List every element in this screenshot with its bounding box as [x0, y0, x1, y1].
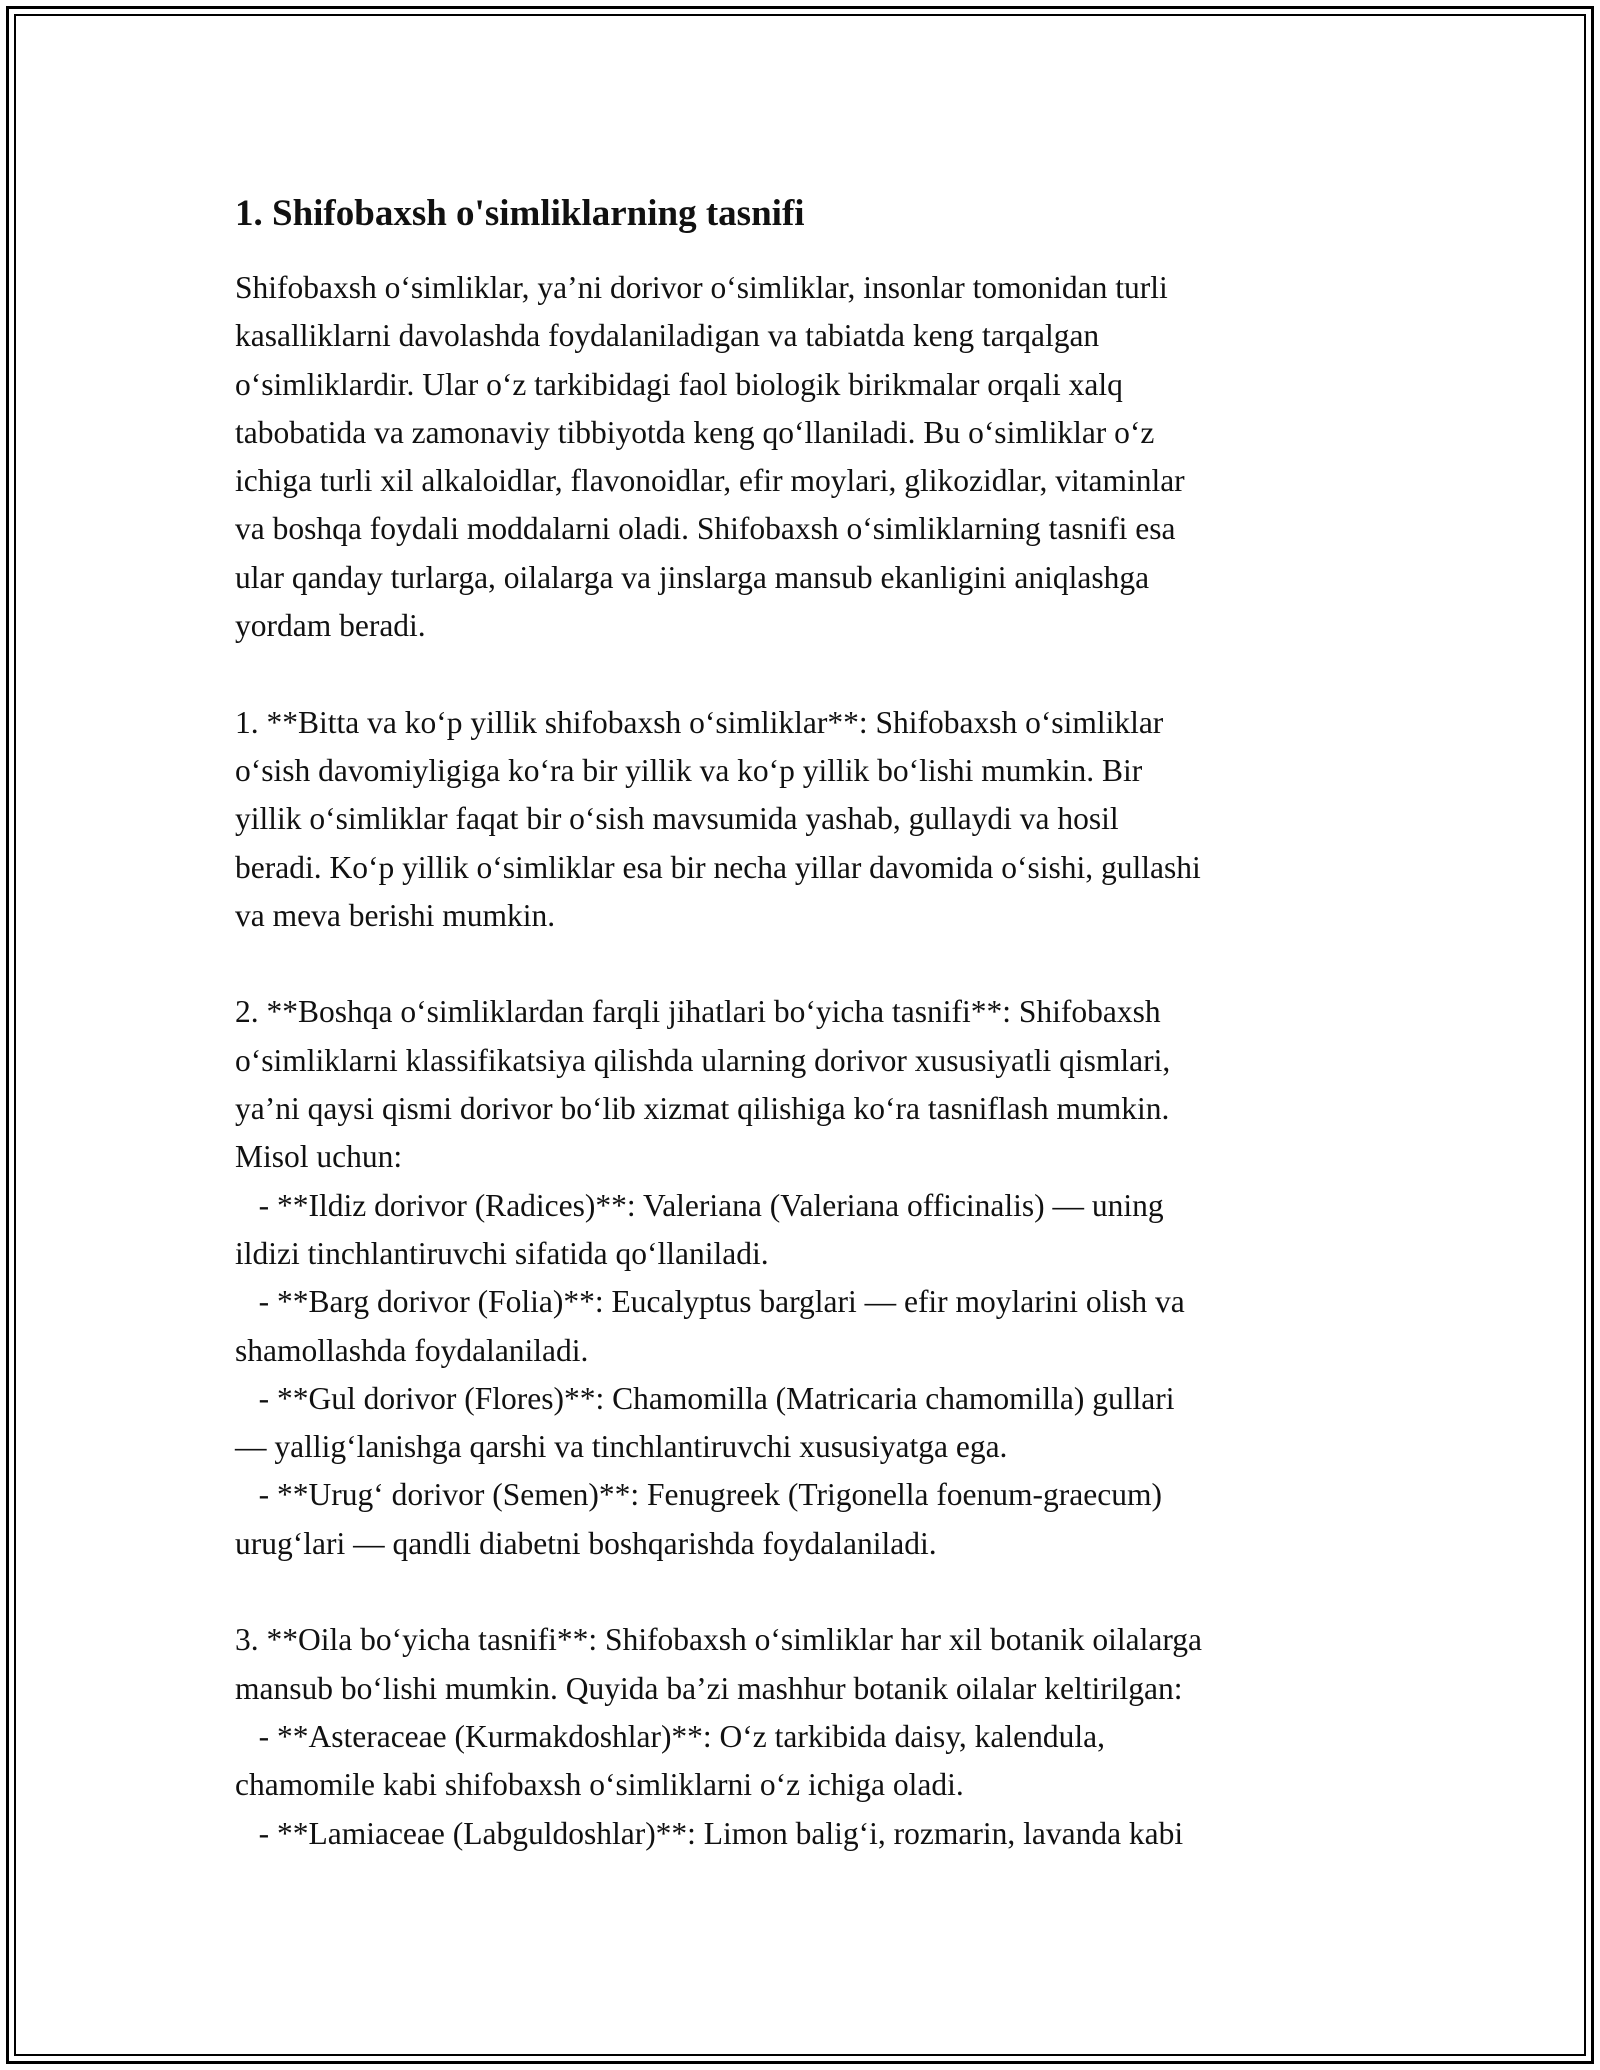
text-line: - **Asteraceae (Kurmakdoshlar)**: O‘z tarkibida daisy, kalendula,: [235, 1718, 1106, 1754]
text-line: yordam beradi.: [235, 608, 426, 644]
text-line: yillik o‘simliklar faqat bir o‘sish mavsumida yashab, gullaydi va hosil: [235, 801, 1119, 837]
text-line: o‘simliklardir. Ular o‘z tarkibidagi faol biologik birikmalar orqali xalq: [235, 366, 1123, 402]
text-line: chamomile kabi shifobaxsh o‘simliklarni o‘z ichiga oladi.: [235, 1767, 964, 1803]
text-line: va boshqa foydali moddalarni oladi. Shifobaxsh o‘simliklarning tasnifi esa: [235, 511, 1176, 547]
text-line: 1. **Bitta va ko‘p yillik shifobaxsh o‘simliklar**: Shifobaxsh o‘simliklar: [235, 704, 1164, 740]
text-line: - **Gul dorivor (Flores)**: Chamomilla (Matricaria chamomilla) gullari: [235, 1380, 1175, 1416]
text-line: va meva berishi mumkin.: [235, 897, 556, 933]
text-line: [235, 940, 1375, 988]
section-heading: 1. Shifobaxsh o'simliklarning tasnifi: [235, 193, 805, 234]
text-line: mansub bo‘lishi mumkin. Quyida ba’zi mashhur botanik oilalar keltirilgan:: [235, 1670, 1183, 1706]
text-line: ichiga turli xil alkaloidlar, flavonoidlar, efir moylari, glikozidlar, vitaminlar: [235, 463, 1185, 499]
text-line: [235, 650, 1375, 698]
text-line: Shifobaxsh o‘simliklar, ya’ni dorivor o‘simliklar, insonlar tomonidan turli: [235, 270, 1168, 305]
document-text: [235, 264, 1375, 1858]
text-line: - **Urug‘ dorivor (Semen)**: Fenugreek (Trigonella foenum-graecum): [235, 1477, 1162, 1513]
text-line: 3. **Oila bo‘yicha tasnifi**: Shifobaxsh o‘simliklar har xil botanik oilalarga: [235, 1622, 1202, 1658]
text-line: shamollashda foydalaniladi.: [235, 1332, 589, 1368]
text-line: ular qanday turlarga, oilalarga va jinslarga mansub ekanligini aniqlashga: [235, 559, 1150, 595]
text-line: o‘simliklarni klassifikatsiya qilishda ularning dorivor xususiyatli qismlari,: [235, 1042, 1171, 1078]
text-line: - **Lamiaceae (Labguldoshlar)**: Limon balig‘i, rozmarin, lavanda kabi: [235, 1815, 1184, 1851]
text-line: ildizi tinchlantiruvchi sifatida qo‘llaniladi.: [235, 1235, 769, 1271]
text-line: beradi. Ko‘p yillik o‘simliklar esa bir necha yillar davomida o‘sishi, gullashi: [235, 849, 1201, 885]
text-line: — yallig‘lanishga qarshi va tinchlantiruvchi xususiyatga ega.: [235, 1429, 1008, 1465]
text-line: kasalliklarni davolashda foydalaniladigan va tabiatda keng tarqalgan: [235, 318, 1100, 354]
text-line: 2. **Boshqa o‘simliklardan farqli jihatlari bo‘yicha tasnifi**: Shifobaxsh: [235, 994, 1161, 1030]
document-body: [235, 188, 1375, 1858]
text-line: tabobatida va zamonaviy tibbiyotda keng qo‘llaniladi. Bu o‘simliklar o‘z: [235, 414, 1155, 450]
text-line: o‘sish davomiyligiga ko‘ra bir yillik va ko‘p yillik bo‘lishi mumkin. Bir: [235, 752, 1143, 788]
text-line: urug‘lari — qandli diabetni boshqarishda foydalaniladi.: [235, 1525, 937, 1561]
text-line: - **Barg dorivor (Folia)**: Eucalyptus barglari — efir moylarini olish va: [235, 1284, 1185, 1320]
text-line: - **Ildiz dorivor (Radices)**: Valeriana (Valeriana officinalis) — uning: [235, 1187, 1164, 1223]
text-line: ya’ni qaysi qismi dorivor bo‘lib xizmat qilishiga ko‘ra tasniflash mumkin.: [235, 1091, 1170, 1127]
text-line: [235, 1568, 1375, 1616]
text-line: Misol uchun:: [235, 1139, 403, 1175]
